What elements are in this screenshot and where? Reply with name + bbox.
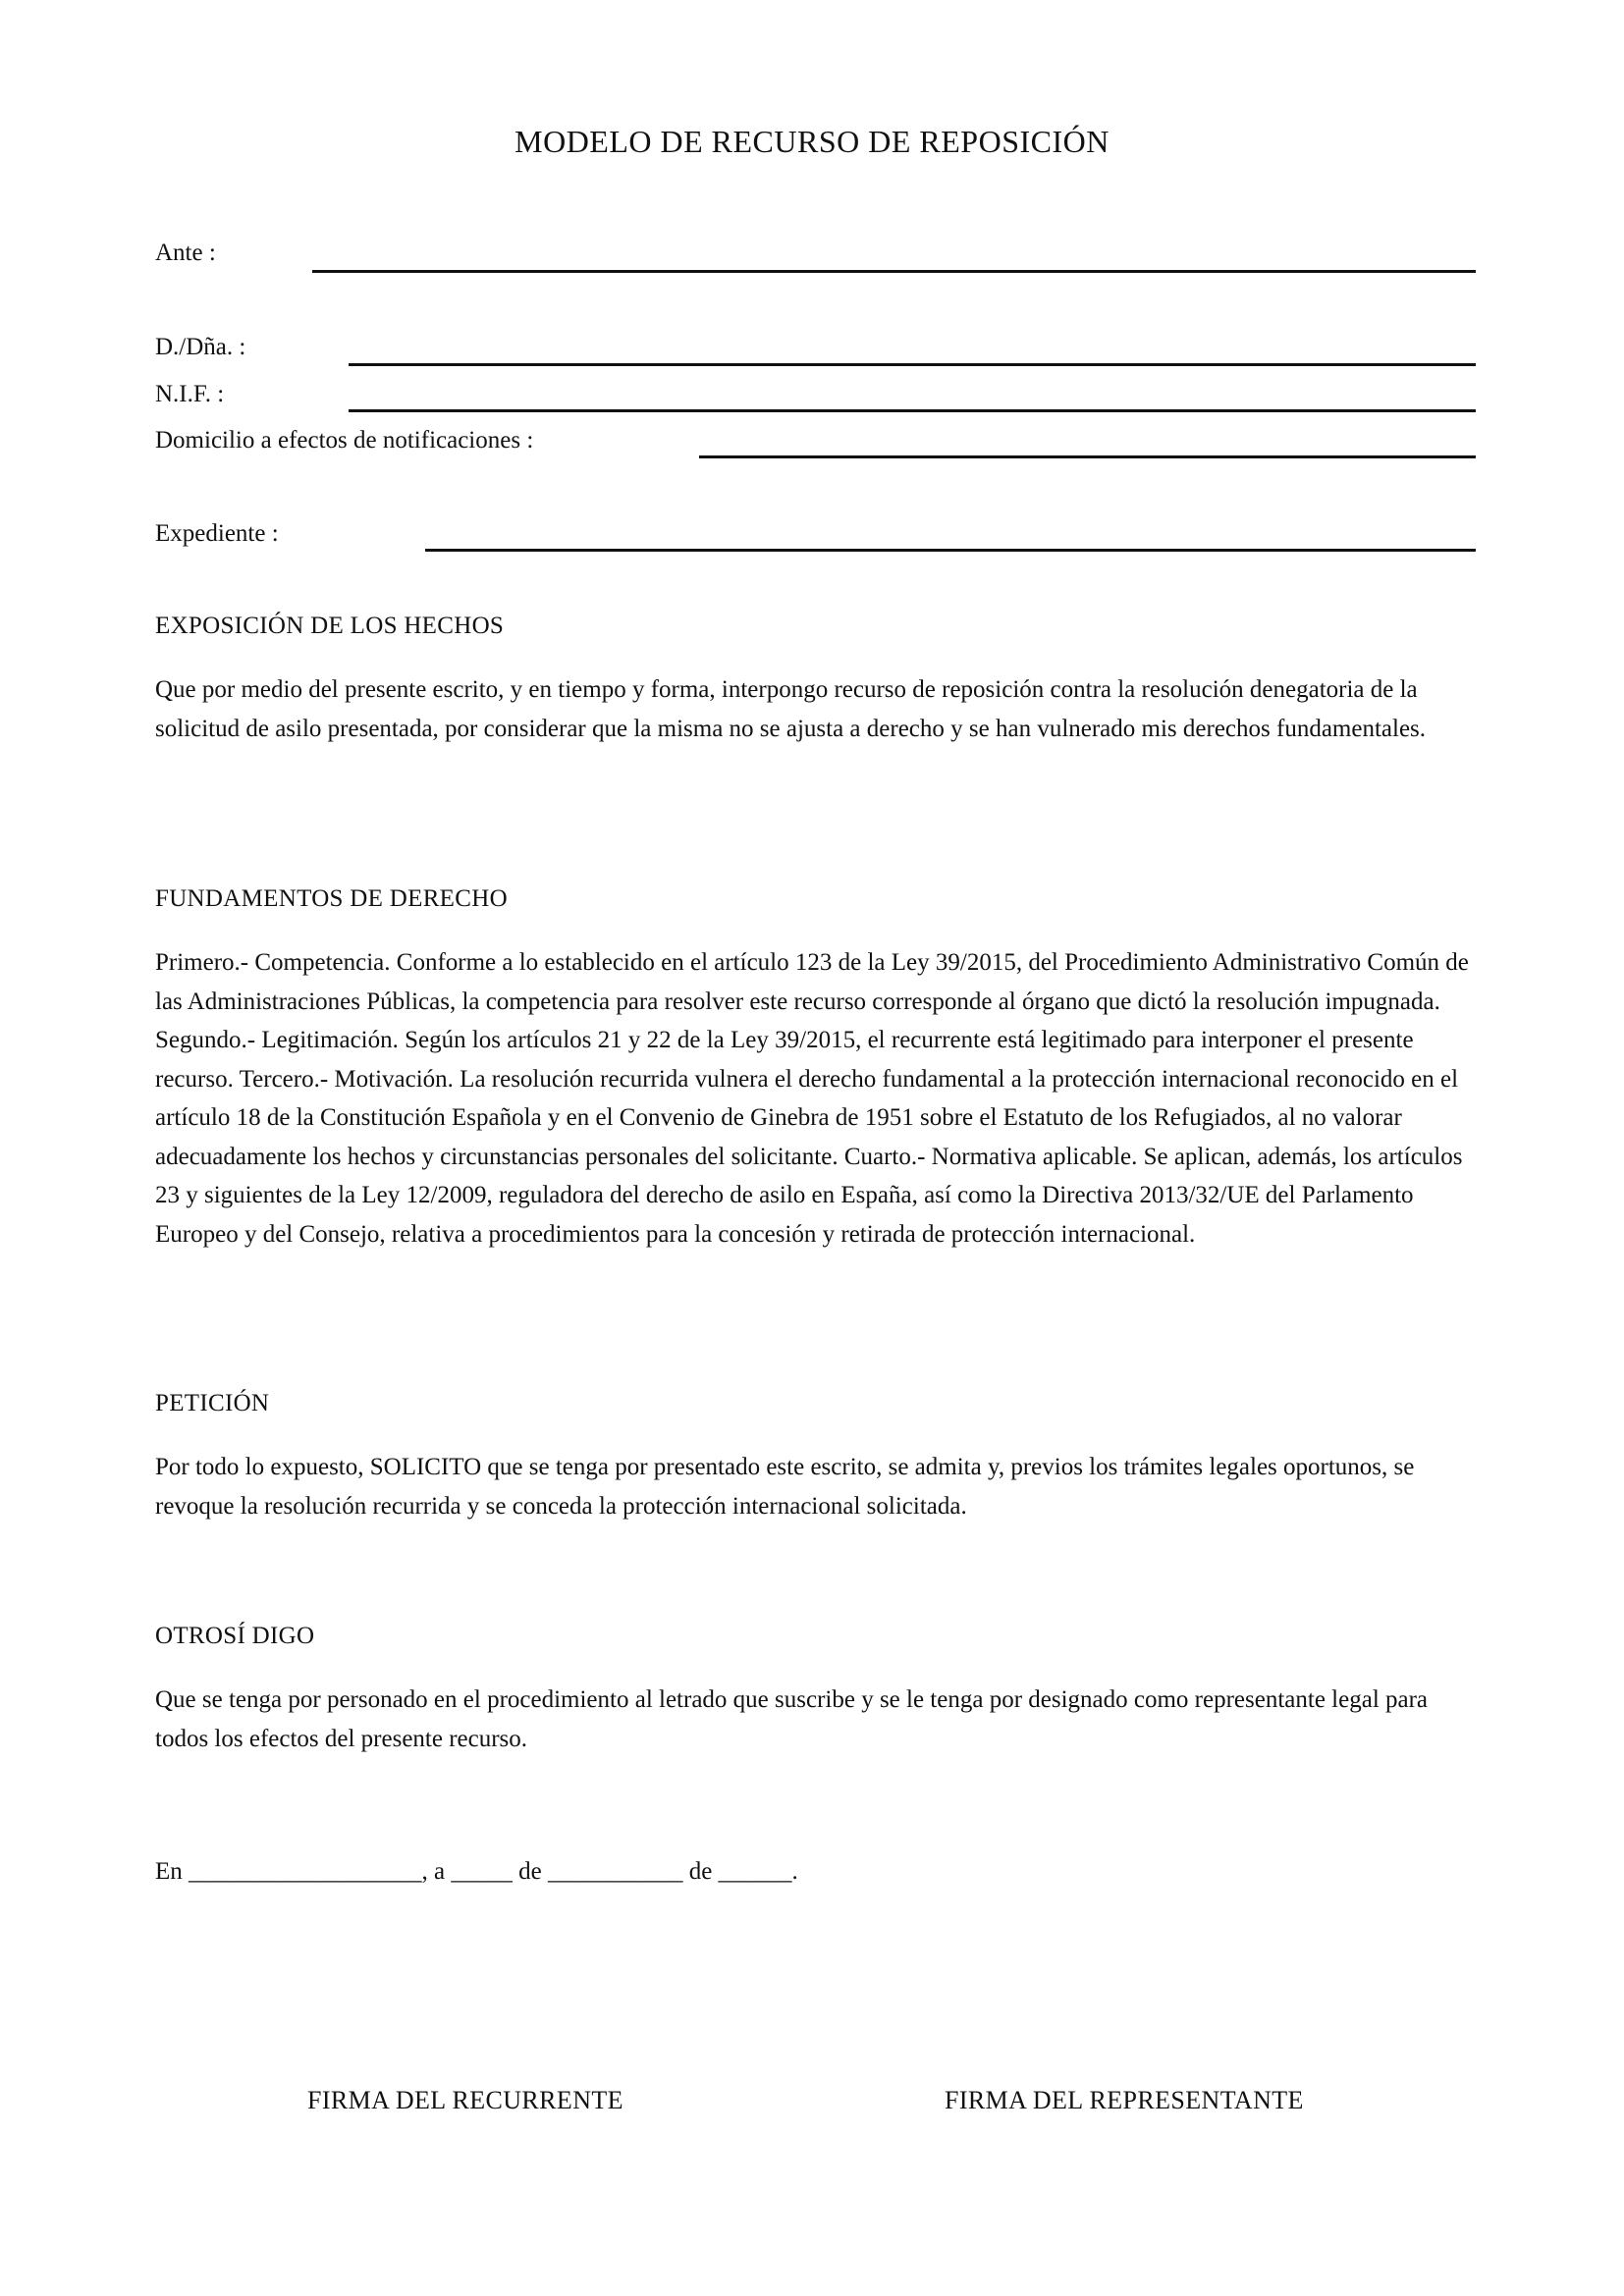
field-line-ante[interactable] — [312, 270, 1476, 273]
document-title: MODELO DE RECURSO DE REPOSICIÓN — [514, 124, 1110, 159]
signature-label-recurrente: FIRMA DEL RECURRENTE — [307, 2086, 623, 2114]
field-line-domicilio[interactable] — [699, 455, 1476, 458]
place-date-line[interactable]: En ___________________, a _____ de ___________ de ______. — [155, 1858, 798, 1885]
field-label-nif: N.I.F. : — [155, 381, 225, 407]
field-line-expediente[interactable] — [425, 549, 1476, 552]
section-heading-peticion: PETICIÓN — [155, 1390, 270, 1416]
field-label-expediente: Expediente : — [155, 520, 279, 547]
field-line-nif[interactable] — [349, 409, 1476, 412]
section-heading-fundamentos: FUNDAMENTOS DE DERECHO — [155, 885, 508, 912]
section-heading-otrosi: OTROSÍ DIGO — [155, 1623, 315, 1649]
section-body-peticion: Por todo lo expuesto, SOLICITO que se tenga por presentado este escrito, se admita y, previos los trámites legales oportunos, se revoque la resolución recurrida y se conceda la protección internacional solicitada. — [155, 1454, 1415, 1520]
section-body-fundamentos: Primero.- Competencia. Conforme a lo establecido en el artículo 123 de la Ley 39/2015, del Procedimiento Administrativo Común de las Administraciones Públicas, la competencia para resolver este recurso corresponde al órgano que dictó la resolución impugnada. Segundo.- Legitimación. Según los artículos 21 y 22 de la Ley 39/2015, el recurrente está legitimado para interponer el presente recurso. Tercero.- Motivación. La resolución recurrida vulnera el derecho fundamental a la protección internacional reconocido en el artículo 18 de la Constitución Española y en el Convenio de Ginebra de 1951 sobre el Estatuto de los Refugiados, al no valorar adecuadamente los hechos y circunstancias personales del solicitante. Cuarto.- Normativa aplicable. Se aplican, además, los artículos 23 y siguientes de la Ley 12/2009, reguladora del derecho de asilo en España, así como la Directiva 2013/32/UE del Parlamento Europeo y del Consejo, relativa a procedimientos para la concesión y retirada de protección internacional. — [155, 949, 1469, 1248]
field-line-nombre[interactable] — [349, 363, 1476, 366]
field-label-nombre: D./Dña. : — [155, 334, 246, 360]
field-label-domicilio: Domicilio a efectos de notificaciones : — [155, 427, 534, 454]
section-heading-hechos: EXPOSICIÓN DE LOS HECHOS — [155, 613, 505, 639]
section-body-hechos: Que por medio del presente escrito, y en tiempo y forma, interpongo recurso de reposición contra la resolución denegatoria de la solicitud de asilo presentada, por considerar que la misma no se ajusta a derecho y se han vulnerado mis derechos fundamentales. — [155, 676, 1427, 742]
signature-label-representante: FIRMA DEL REPRESENTANTE — [945, 2086, 1304, 2114]
field-label-ante: Ante : — [155, 240, 216, 266]
section-body-otrosi: Que se tenga por personado en el procedimiento al letrado que suscribe y se le tenga por designado como representante legal para todos los efectos del presente recurso. — [155, 1686, 1429, 1752]
